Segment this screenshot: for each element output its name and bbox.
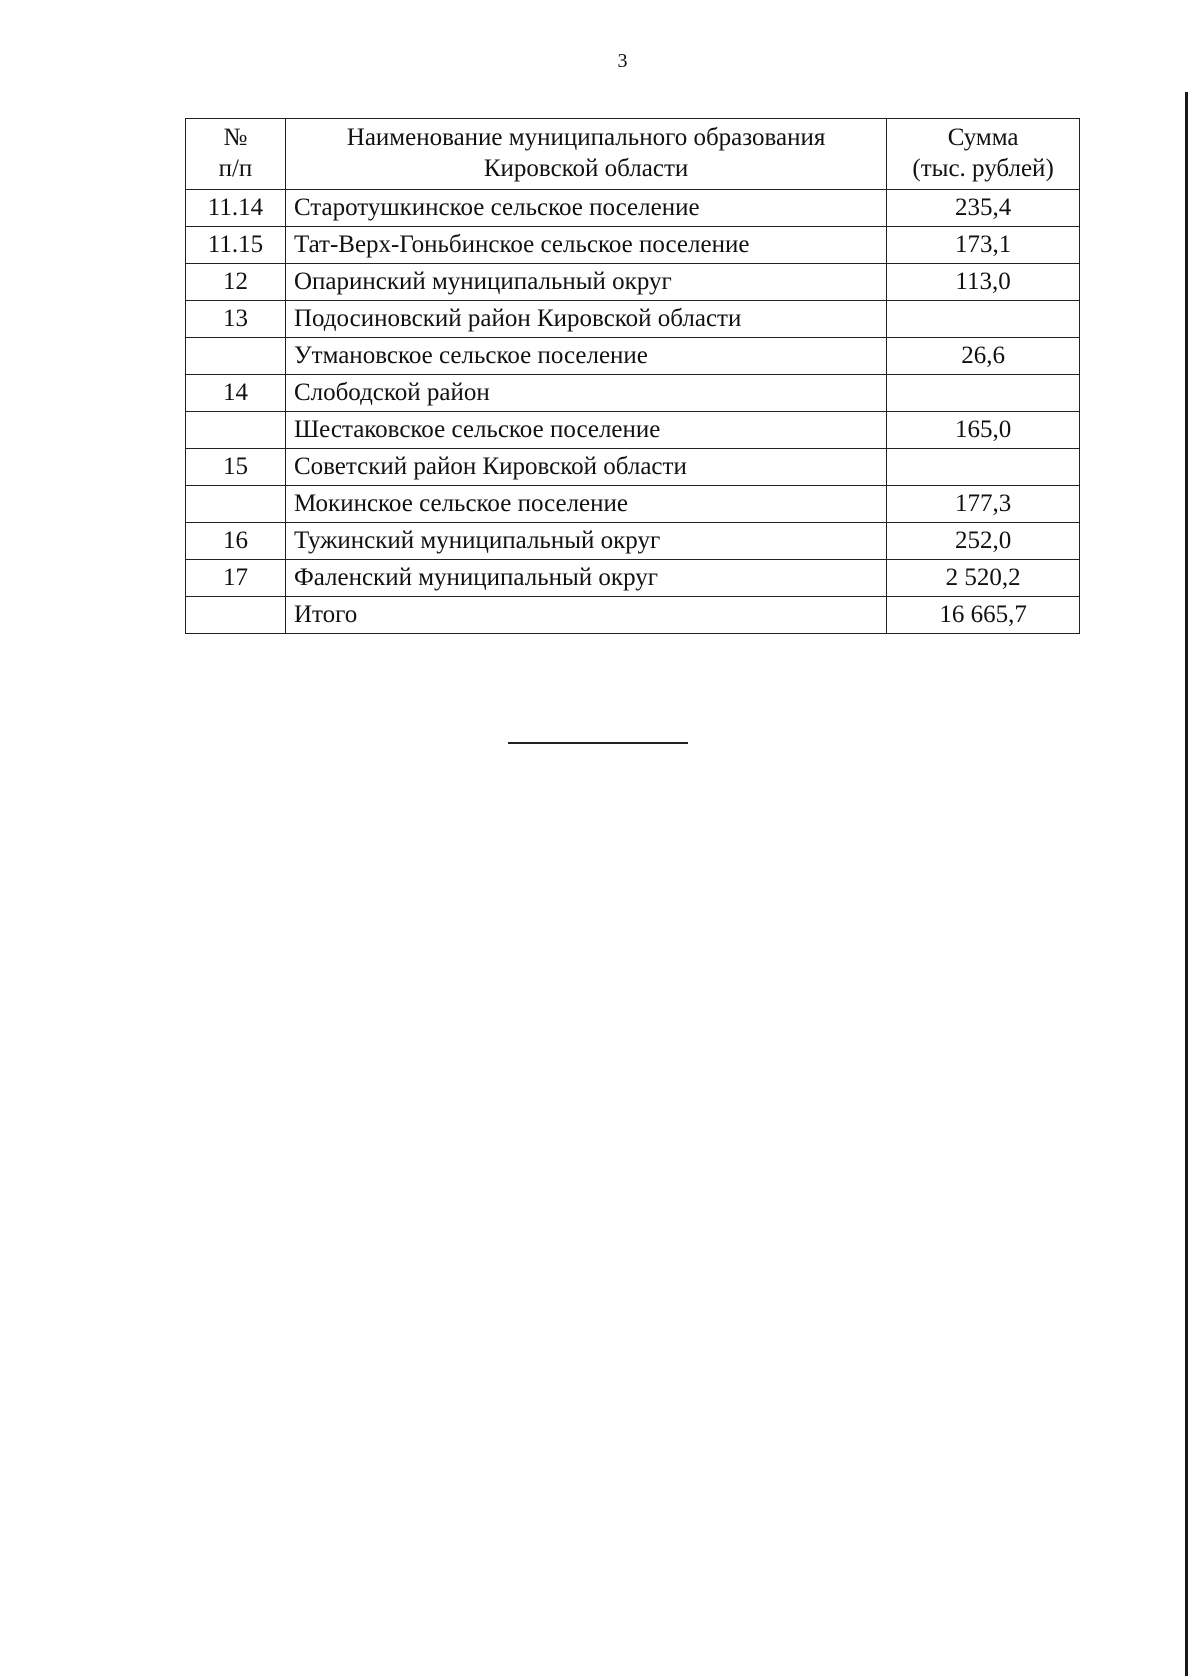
- cell-name: Мокинское сельское поселение: [285, 486, 886, 523]
- header-num-line-2: п/п: [218, 154, 253, 182]
- cell-sum: [887, 301, 1080, 338]
- header-sum: [887, 119, 1080, 190]
- table-row: [186, 523, 1080, 560]
- cell-num: 15: [186, 449, 286, 486]
- cell-num: 11.14: [186, 190, 286, 227]
- cell-sum: 16 665,7: [887, 597, 1080, 634]
- cell-sum: 113,0: [887, 264, 1080, 301]
- cell-name: Старотушкинское сельское поселение: [285, 190, 886, 227]
- header-num: [186, 119, 286, 190]
- table-row: [186, 190, 1080, 227]
- table-header-row: [186, 119, 1080, 190]
- cell-name: Фаленский муниципальный округ: [285, 560, 886, 597]
- table-row: [186, 264, 1080, 301]
- header-name-line-2: Кировской области: [483, 154, 689, 182]
- cell-num: [186, 597, 286, 634]
- header-name-line-1: Наименование муниципального образования: [346, 124, 826, 151]
- table-row: [186, 301, 1080, 338]
- cell-sum: 165,0: [887, 412, 1080, 449]
- cell-num: 14: [186, 375, 286, 412]
- cell-sum: 177,3: [887, 486, 1080, 523]
- cell-name: Опаринский муниципальный округ: [285, 264, 886, 301]
- cell-num: 11.15: [186, 227, 286, 264]
- cell-name: Слободской район: [285, 375, 886, 412]
- header-sum-line-1: Сумма: [947, 124, 1019, 151]
- table-row: [186, 338, 1080, 375]
- header-name: [285, 119, 886, 190]
- cell-name: Подосиновский район Кировской области: [285, 301, 886, 338]
- cell-num: [186, 486, 286, 523]
- cell-num: 13: [186, 301, 286, 338]
- cell-name: Шестаковское сельское поселение: [285, 412, 886, 449]
- table-row: [186, 486, 1080, 523]
- cell-name: Утмановское сельское поселение: [285, 338, 886, 375]
- closing-rule: [508, 742, 688, 744]
- table-body: [186, 190, 1080, 634]
- table-row: [186, 227, 1080, 264]
- cell-num: 12: [186, 264, 286, 301]
- header-sum-line-2: (тыс. рублей): [912, 154, 1054, 182]
- cell-num: 17: [186, 560, 286, 597]
- cell-name: Тат-Верх-Гоньбинское сельское поселение: [285, 227, 886, 264]
- cell-sum: 252,0: [887, 523, 1080, 560]
- cell-sum: 26,6: [887, 338, 1080, 375]
- cell-sum: [887, 449, 1080, 486]
- header-num-line-1: №: [223, 124, 248, 151]
- allocation-table: [185, 118, 1080, 634]
- table-row: [186, 375, 1080, 412]
- page-number: 3: [617, 50, 628, 72]
- cell-name: Советский район Кировской области: [285, 449, 886, 486]
- cell-num: 16: [186, 523, 286, 560]
- table-row: [186, 412, 1080, 449]
- cell-sum: 173,1: [887, 227, 1080, 264]
- cell-sum: [887, 375, 1080, 412]
- cell-name: Итого: [285, 597, 886, 634]
- table-row: [186, 597, 1080, 634]
- table-row: [186, 449, 1080, 486]
- cell-num: [186, 412, 286, 449]
- cell-sum: 235,4: [887, 190, 1080, 227]
- cell-sum: 2 520,2: [887, 560, 1080, 597]
- cell-num: [186, 338, 286, 375]
- table-row: [186, 560, 1080, 597]
- scan-edge-line: [1185, 92, 1188, 1676]
- cell-name: Тужинский муниципальный округ: [285, 523, 886, 560]
